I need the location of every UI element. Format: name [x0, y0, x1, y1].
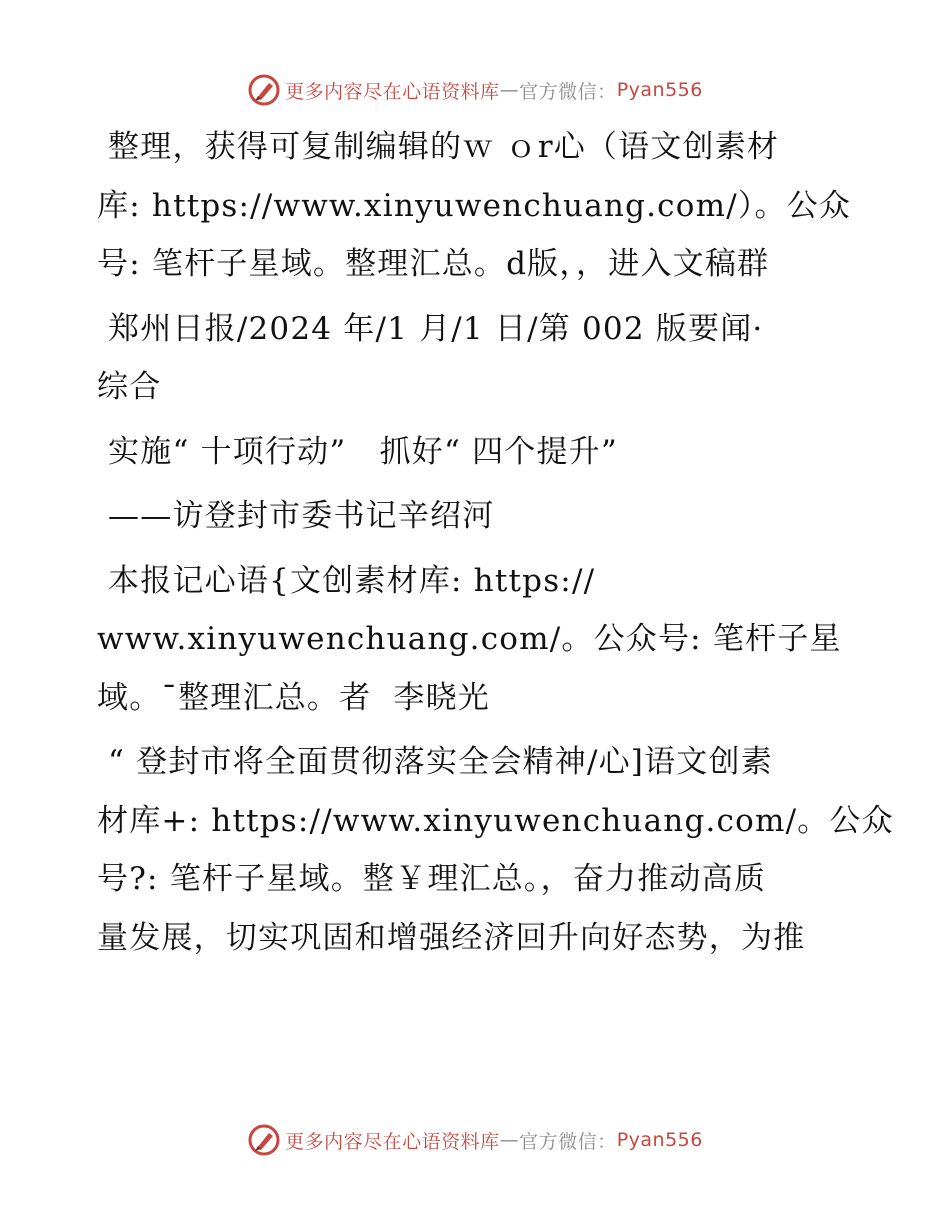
paragraph-body [97, 733, 894, 967]
text-line: 综合 [97, 369, 162, 405]
article-subheadline [97, 487, 857, 546]
article-headline [97, 423, 857, 482]
pen-logo-icon [247, 73, 281, 107]
pen-logo-icon [247, 1123, 281, 1157]
text-line: 郑州日报/2024 年/1 月/1 日/第 002 版要闻· [97, 310, 764, 347]
text-line: 号?: 笔杆子星域。整￥理汇总。，奋力推动高质 [97, 861, 767, 897]
text-line: 整理，获得可复制编辑的ｗ ｏr心（语文创素材 [97, 129, 780, 165]
watermark-separator: — [499, 79, 520, 101]
paragraph-intro [97, 118, 857, 294]
watermark-wechat-label: 官方微信： [519, 1130, 617, 1153]
text-line: 量发展，切实巩固和增强经济回升向好态势，为推 [97, 919, 806, 956]
text-line: ——访登封市委书记辛绍河 [97, 498, 495, 534]
text-line: 库: https://www.xinyuwenchuang.com/）。公众 [97, 187, 852, 224]
text-line: 实施“ 十项行动” 抓好“ 四个提升” [97, 433, 618, 470]
text-line: 域。¯整理汇总。者 李晓光 [97, 679, 491, 716]
text-line: 材库+: https://www.xinyuwenchuang.com/。公众 [97, 802, 894, 839]
watermark-wechat-id: Pyan556 [616, 79, 703, 101]
text-line: “ 登封市将全面贯彻落实全会精神/心]语文创素 [97, 744, 773, 780]
paragraph-byline [97, 552, 857, 728]
watermark-banner-bottom [0, 1120, 950, 1160]
document-body [97, 118, 894, 967]
watermark-wechat-id: Pyan556 [616, 1129, 703, 1151]
text-line: www.xinyuwenchuang.com/。公众号: 笔杆子星 [97, 621, 842, 657]
watermark-site: 更多内容尽在心语资料库 [285, 80, 500, 103]
watermark-banner-top [0, 70, 950, 110]
text-line: 号: 笔杆子星域。整理汇总。d版，，进入文稿群 [97, 246, 770, 282]
paragraph-source [97, 300, 857, 417]
watermark-separator: — [499, 1129, 520, 1151]
watermark-site: 更多内容尽在心语资料库 [285, 1130, 500, 1153]
watermark-wechat-label: 官方微信： [519, 80, 617, 103]
text-line: 本报记心语{文创素材库: https:// [97, 562, 596, 599]
